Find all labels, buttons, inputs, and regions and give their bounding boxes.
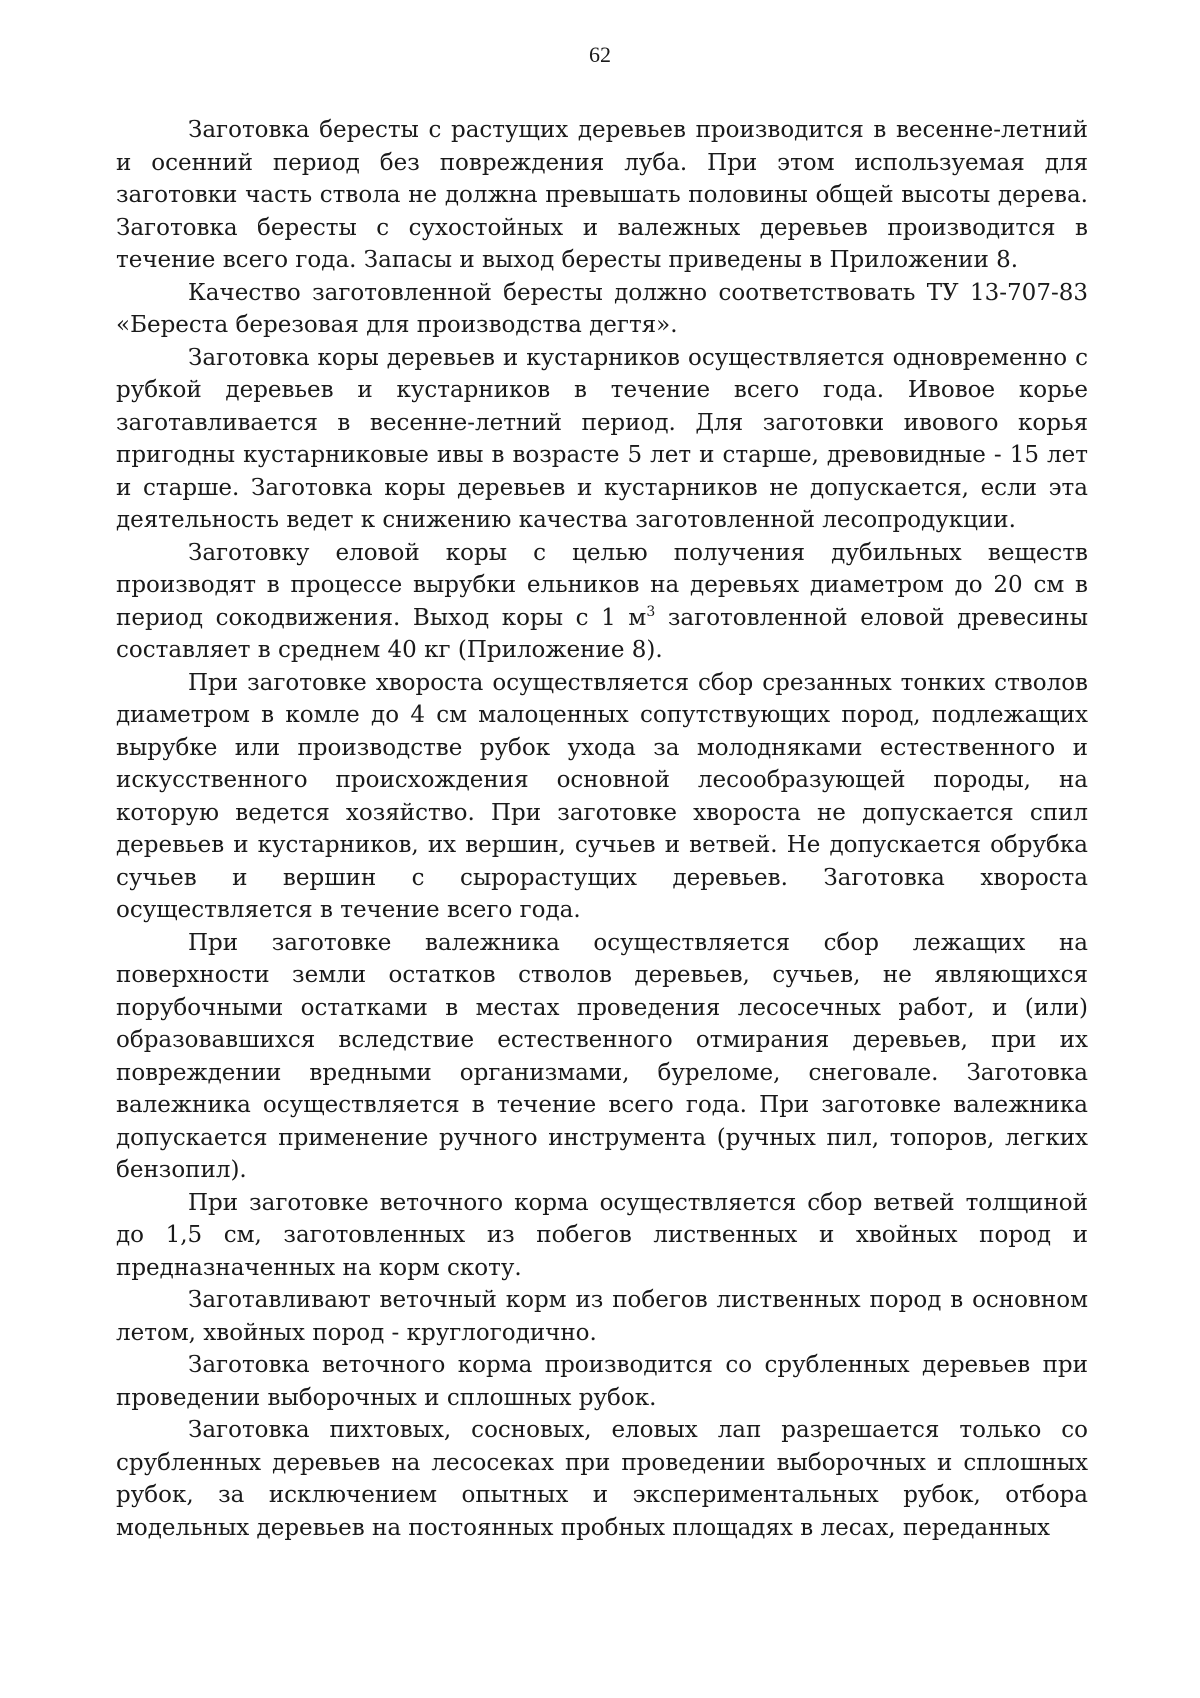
- paragraph-twig-fodder-season: Заготавливают веточный корм из побегов лиственных пород в основном летом, хвойных пород - круглогодично.: [116, 1287, 1088, 1346]
- paragraph-conifer-branches: Заготовка пихтовых, сосновых, еловых лап разрешается только со срубленных деревьев на лесосеках при проведении выборочных и сплошных рубок, за исключением опытных и экспериментальных рубок, отбора модельных деревьев на постоянных пробных площадях в лесах, переданных: [116, 1417, 1088, 1541]
- paragraph-twig-fodder: При заготовке веточного корма осуществляется сбор ветвей толщиной до 1,5 см, заготовленных из побегов лиственных и хвойных пород и предназначенных на корм скоту.: [116, 1189, 1088, 1281]
- paragraph-bark-harvesting: Заготовка коры деревьев и кустарников осуществляется одновременно с рубкой деревьев и кустарников в течение всего года. Ивовое корье заготавливается в весенне-летний период. Для заготовки ивового корья пригодны кустарниковые ивы в возрасте 5 лет и старше, древовидные - 15 лет и старше. Заготовка коры деревьев и кустарников не допускается, если эта деятельность ведет к снижению качества заготовленной лесопродукции.: [116, 344, 1088, 533]
- paragraph-deadwood: При заготовке валежника осуществляется сбор лежащих на поверхности земли остатков стволов деревьев, сучьев, не являющихся порубочными остатками в местах проведения лесосечных работ, и (или) образовавшихся вследствие естественного отмирания деревьев, при их повреждении вредными организмами, буреломе, снеговале. Заготовка валежника осуществляется в течение всего года. При заготовке валежника допускается применение ручного инструмента (ручных пил, топоров, легких бензопил).: [116, 929, 1088, 1183]
- paragraph-birch-bark-harvesting: Заготовка бересты с растущих деревьев производится в весенне-летний и осенний период без повреждения луба. При этом используемая для заготовки часть ствола не должна превышать половины общей высоты дерева. Заготовка бересты с сухостойных и валежных деревьев производится в течение всего года. Запасы и выход бересты приведены в Приложении 8.: [116, 117, 1088, 273]
- paragraph-spruce-bark: [116, 537, 1088, 667]
- paragraph-brushwood: При заготовке хвороста осуществляется сбор срезанных тонких стволов диаметром в комле до 4 см малоценных сопутствующих пород, подлежащих вырубке или производстве рубок ухода за молодняками естественного и искусственного происхождения основной лесообразующей породы, на которую ведется хозяйство. При заготовке хвороста не допускается спил деревьев и кустарников, их вершин, сучьев и ветвей. Не допускается обрубка сучьев и вершин с сырорастущих деревьев. Заготовка хвороста осуществляется в течение всего года.: [116, 669, 1088, 923]
- paragraph-twig-fodder-source: Заготовка веточного корма производится со срубленных деревьев при проведении выборочных и сплошных рубок.: [116, 1352, 1088, 1411]
- body-text: [116, 114, 1088, 1544]
- cubic-superscript: 3: [646, 603, 656, 620]
- spruce-bark-text-before: Заготовку еловой коры с целью получения дубильных веществ производят в процессе вырубки ельников на деревьях диаметром до 20 см в период сокодвижения. Выход коры с 1 м: [116, 539, 1088, 631]
- spruce-bark-text-after: заготовленной еловой древесины составляет в среднем 40 кг (Приложение 8).: [116, 604, 1088, 663]
- paragraph-birch-bark-quality: Качество заготовленной бересты должно соответствовать ТУ 13-707-83 «Береста березовая для производства дегтя».: [116, 279, 1088, 338]
- page-number: 62: [589, 42, 611, 67]
